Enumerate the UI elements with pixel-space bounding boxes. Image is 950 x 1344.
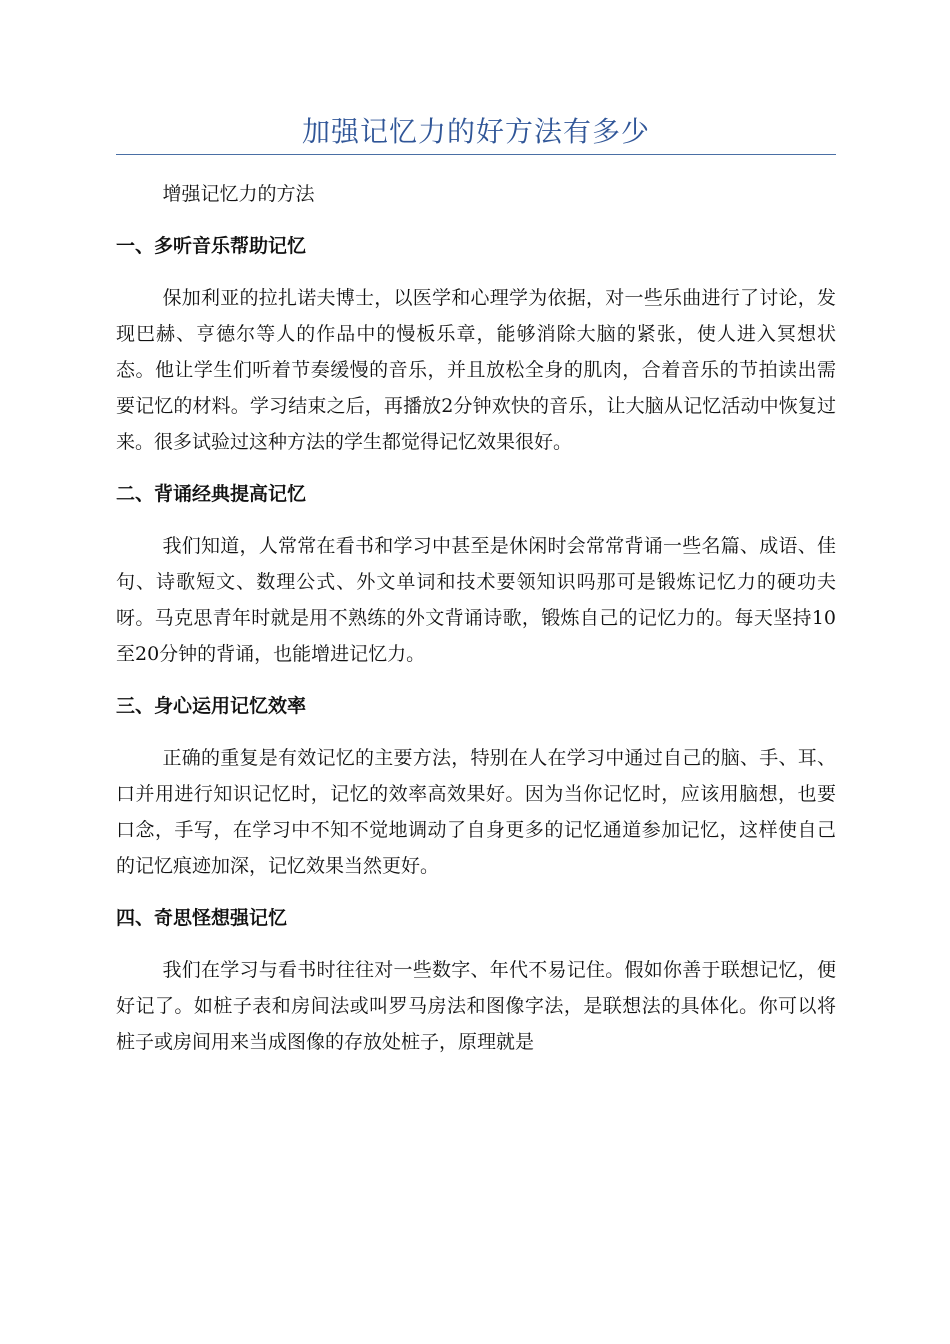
section-paragraph: 保加利亚的拉扎诺夫博士，以医学和心理学为依据，对一些乐曲进行了讨论，发现巴赫、亨德尔等人的作品中的慢板乐章，能够消除大脑的紧张，使人进入冥想状态。他让学生们听着节奏缓慢的音乐，并且放松全身的肌肉，合着音乐的节拍读出需要记忆的材料。学习结束之后，再播放2分钟欢快的音乐，让大脑从记忆活动中恢复过来。很多试验过这种方法的学生都觉得记忆效果很好。 <box>116 287 836 453</box>
section-heading: 三、身心运用记忆效率 <box>116 695 307 717</box>
section-paragraph: 正确的重复是有效记忆的主要方法，特别在人在学习中通过自己的脑、手、耳、口并用进行知识记忆时，记忆的效率高效果好。因为当你记忆时，应该用脑想，也要口念，手写，在学习中不知不觉地调动了自身更多的记忆通道参加记忆，这样使自己的记忆痕迹加深，记忆效果当然更好。 <box>116 747 836 877</box>
section-paragraph: 我们在学习与看书时往往对一些数字、年代不易记住。假如你善于联想记忆，便好记了。如桩子表和房间法或叫罗马房法和图像字法，是联想法的具体化。你可以将桩子或房间用来当成图像的存放处桩子，原理就是 <box>116 959 836 1053</box>
section-music <box>116 228 836 460</box>
section-association <box>116 900 836 1060</box>
document-title: 加强记忆力的好方法有多少 <box>301 115 650 148</box>
section-body-mind <box>116 688 836 884</box>
section-paragraph: 我们知道，人常常在看书和学习中甚至是休闲时会常常背诵一些名篇、成语、佳句、诗歌短文、数理公式、外文单词和技术要领知识吗那可是锻炼记忆力的硬功夫呀。马克思青年时就是用不熟练的外文背诵诗歌，锻炼自己的记忆力的。每天坚持10至20分钟的背诵，也能增进记忆力。 <box>116 535 836 665</box>
intro-line: 增强记忆力的方法 <box>162 183 315 205</box>
title-underline <box>116 154 836 155</box>
section-heading: 一、多听音乐帮助记忆 <box>116 235 307 257</box>
document-body <box>116 176 836 1076</box>
section-recitation <box>116 476 836 672</box>
section-heading: 四、奇思怪想强记忆 <box>116 907 288 929</box>
section-heading: 二、背诵经典提高记忆 <box>116 483 307 505</box>
